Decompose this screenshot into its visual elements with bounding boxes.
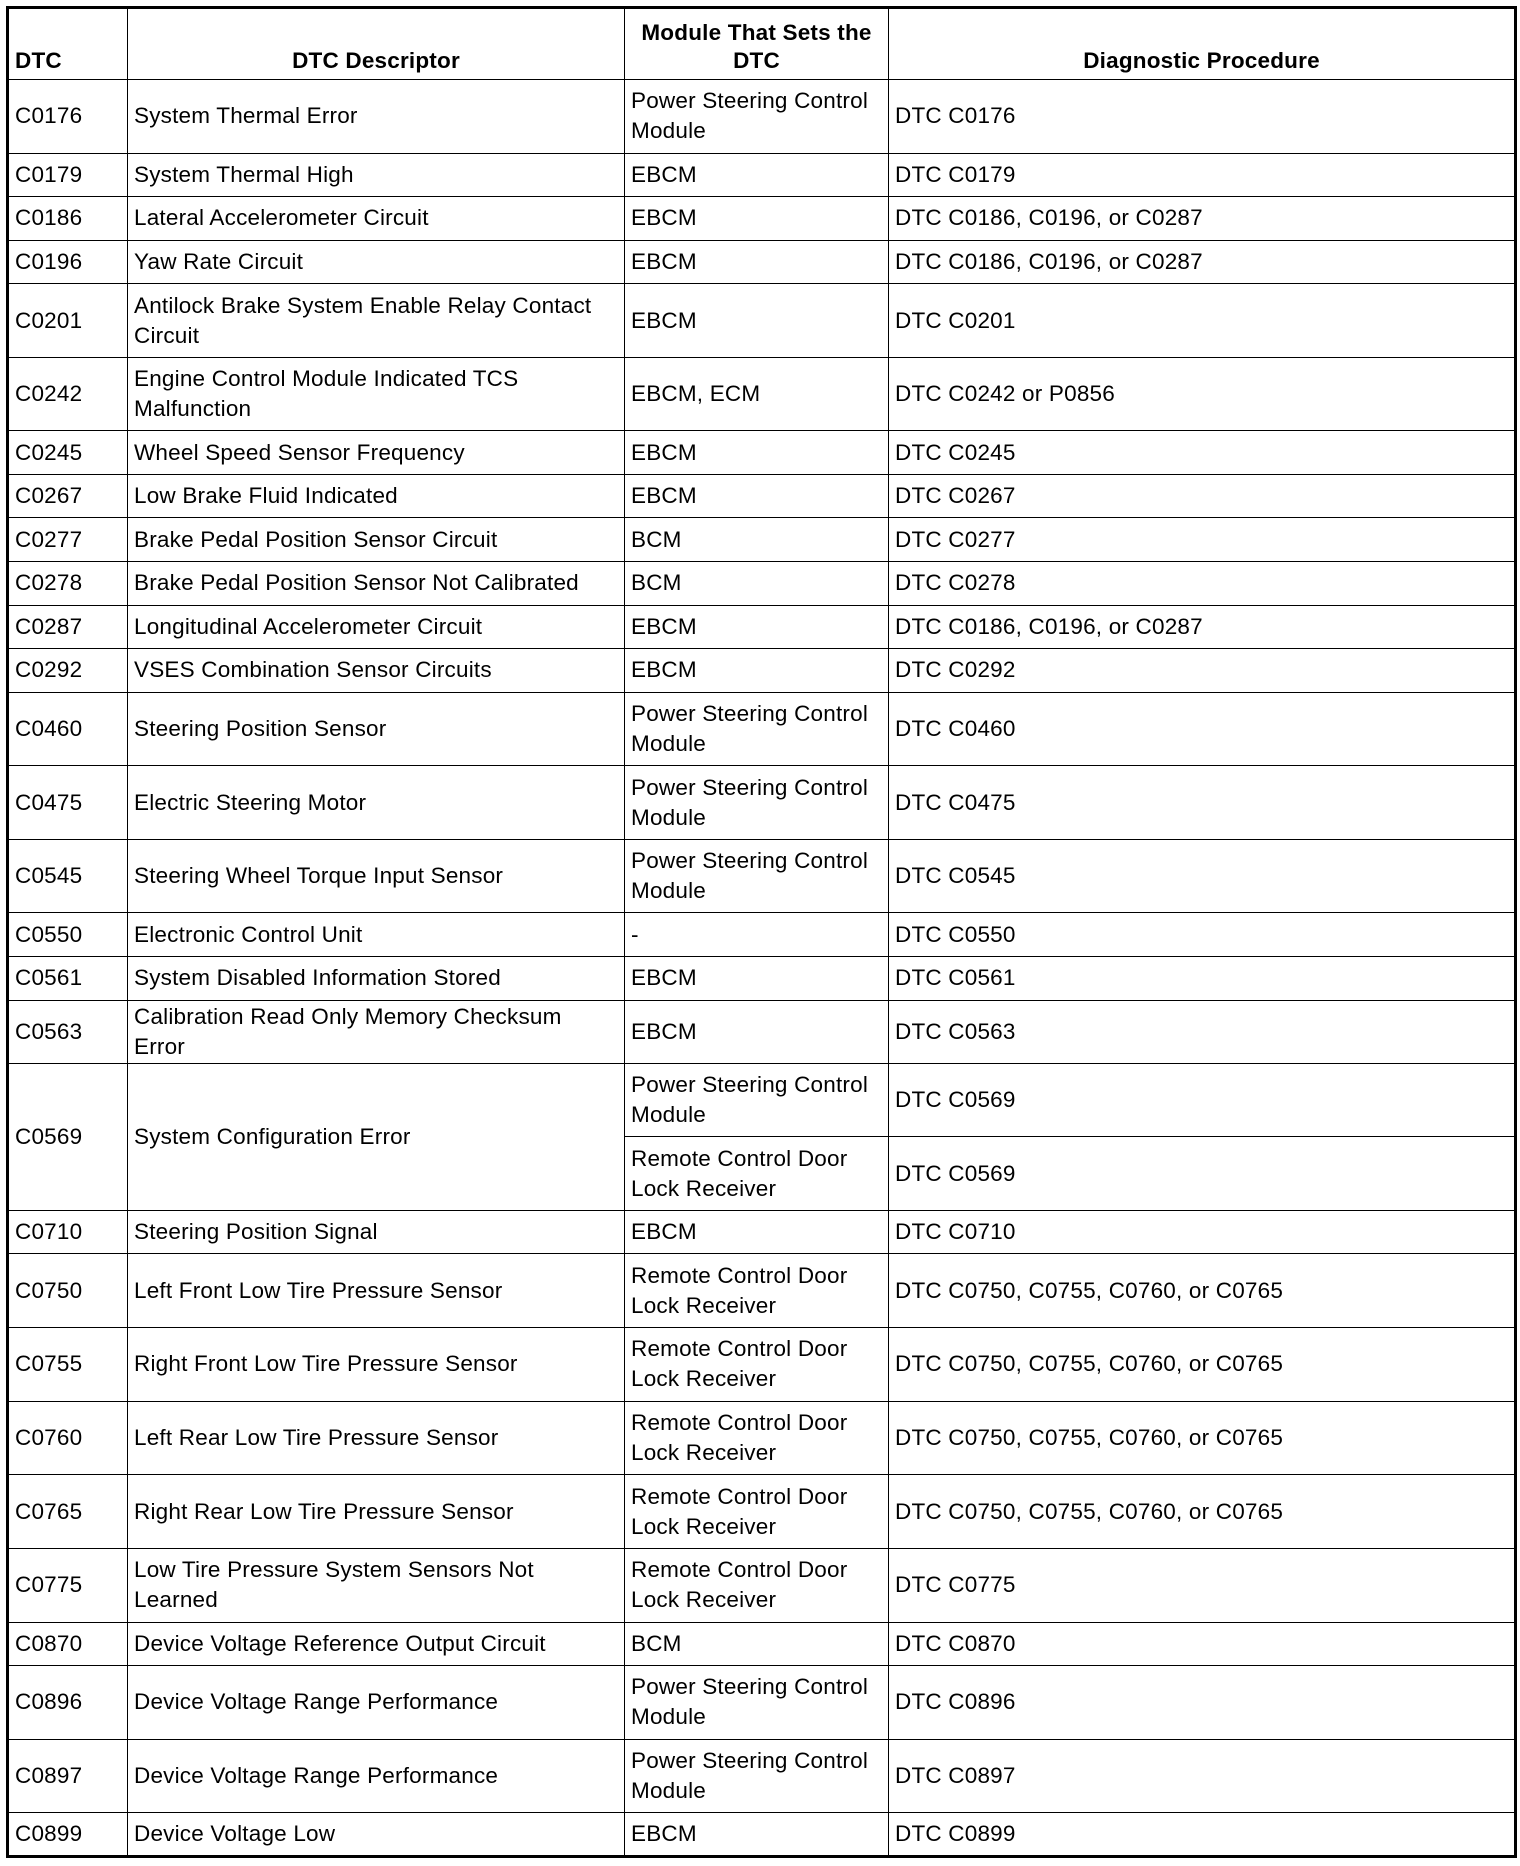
table-row [8,913,1516,957]
cell-procedure: DTC C0292 [889,649,1516,693]
cell-procedure: DTC C0710 [889,1210,1516,1254]
cell-module: Remote Control Door Lock Receiver [625,1328,889,1402]
dtc-table-sheet [6,6,1514,1858]
cell-procedure: DTC C0569 [889,1137,1516,1211]
table-row [8,1063,1516,1137]
table-header [8,8,1516,80]
table-row [8,1210,1516,1254]
cell-procedure: DTC C0569 [889,1063,1516,1137]
cell-descriptor: Wheel Speed Sensor Frequency [128,431,625,475]
table-row [8,1401,1516,1475]
header-module: Module That Sets the DTC [625,8,889,80]
cell-dtc: C0287 [8,605,128,649]
cell-procedure: DTC C0179 [889,153,1516,197]
cell-dtc: C0750 [8,1254,128,1328]
cell-module: EBCM [625,197,889,241]
cell-dtc: C0292 [8,649,128,693]
cell-dtc: C0278 [8,562,128,606]
cell-procedure: DTC C0267 [889,474,1516,518]
cell-procedure: DTC C0896 [889,1666,1516,1740]
cell-procedure: DTC C0245 [889,431,1516,475]
table-row [8,197,1516,241]
table-row [8,153,1516,197]
cell-descriptor: Left Rear Low Tire Pressure Sensor [128,1401,625,1475]
cell-module: EBCM [625,474,889,518]
cell-dtc: C0896 [8,1666,128,1740]
cell-descriptor: System Disabled Information Stored [128,956,625,1000]
cell-module: Power Steering Control Module [625,692,889,766]
cell-descriptor: Calibration Read Only Memory Checksum Error [128,1000,625,1063]
table-row [8,1622,1516,1666]
cell-procedure: DTC C0775 [889,1548,1516,1622]
cell-dtc: C0460 [8,692,128,766]
cell-procedure: DTC C0750, C0755, C0760, or C0765 [889,1475,1516,1549]
cell-dtc: C0563 [8,1000,128,1063]
cell-descriptor: Device Voltage Reference Output Circuit [128,1622,625,1666]
cell-module: Remote Control Door Lock Receiver [625,1548,889,1622]
table-row [8,284,1516,358]
cell-module: Remote Control Door Lock Receiver [625,1254,889,1328]
cell-descriptor: Right Rear Low Tire Pressure Sensor [128,1475,625,1549]
table-row [8,474,1516,518]
cell-dtc: C0179 [8,153,128,197]
cell-descriptor: Steering Position Sensor [128,692,625,766]
cell-module: EBCM [625,1813,889,1857]
cell-module: EBCM [625,605,889,649]
header-descriptor: DTC Descriptor [128,8,625,80]
cell-dtc: C0245 [8,431,128,475]
cell-descriptor: Right Front Low Tire Pressure Sensor [128,1328,625,1402]
cell-dtc: C0545 [8,839,128,913]
cell-dtc: C0755 [8,1328,128,1402]
cell-module: Power Steering Control Module [625,1063,889,1137]
cell-descriptor: VSES Combination Sensor Circuits [128,649,625,693]
cell-procedure: DTC C0899 [889,1813,1516,1857]
cell-module: Power Steering Control Module [625,1666,889,1740]
cell-descriptor: Device Voltage Range Performance [128,1666,625,1740]
cell-procedure: DTC C0277 [889,518,1516,562]
header-row [8,8,1516,80]
cell-module: Power Steering Control Module [625,80,889,154]
cell-module: EBCM [625,240,889,284]
cell-dtc: C0760 [8,1401,128,1475]
table-row [8,956,1516,1000]
cell-descriptor: Engine Control Module Indicated TCS Malfunction [128,357,625,431]
table-row [8,1666,1516,1740]
cell-descriptor: System Thermal High [128,153,625,197]
table-body [8,80,1516,1857]
cell-dtc: C0176 [8,80,128,154]
cell-module: EBCM, ECM [625,357,889,431]
table-row [8,649,1516,693]
cell-procedure: DTC C0897 [889,1739,1516,1813]
table-row [8,80,1516,154]
cell-module: BCM [625,518,889,562]
cell-descriptor: Antilock Brake System Enable Relay Contact Circuit [128,284,625,358]
cell-module: EBCM [625,431,889,475]
cell-dtc: C0561 [8,956,128,1000]
table-row [8,240,1516,284]
cell-procedure: DTC C0186, C0196, or C0287 [889,605,1516,649]
table-row [8,1475,1516,1549]
cell-descriptor: Low Tire Pressure System Sensors Not Learned [128,1548,625,1622]
table-row [8,839,1516,913]
cell-dtc: C0475 [8,766,128,840]
table-row [8,1813,1516,1857]
cell-descriptor: Brake Pedal Position Sensor Circuit [128,518,625,562]
cell-procedure: DTC C0176 [889,80,1516,154]
cell-procedure: DTC C0563 [889,1000,1516,1063]
cell-module: EBCM [625,956,889,1000]
cell-descriptor: Brake Pedal Position Sensor Not Calibrated [128,562,625,606]
cell-module: EBCM [625,1210,889,1254]
cell-dtc: C0550 [8,913,128,957]
header-procedure: Diagnostic Procedure [889,8,1516,80]
cell-dtc: C0186 [8,197,128,241]
dtc-table [6,6,1517,1858]
table-row [8,1739,1516,1813]
cell-module: BCM [625,562,889,606]
cell-descriptor: System Thermal Error [128,80,625,154]
cell-dtc: C0897 [8,1739,128,1813]
cell-dtc: C0710 [8,1210,128,1254]
cell-descriptor: Electric Steering Motor [128,766,625,840]
cell-dtc: C0870 [8,1622,128,1666]
cell-module: Remote Control Door Lock Receiver [625,1137,889,1211]
cell-dtc: C0277 [8,518,128,562]
cell-dtc: C0569 [8,1063,128,1210]
table-row [8,357,1516,431]
cell-module: EBCM [625,153,889,197]
cell-procedure: DTC C0561 [889,956,1516,1000]
cell-descriptor: Steering Wheel Torque Input Sensor [128,839,625,913]
cell-descriptor: Electronic Control Unit [128,913,625,957]
cell-dtc: C0899 [8,1813,128,1857]
cell-dtc: C0196 [8,240,128,284]
cell-descriptor: Lateral Accelerometer Circuit [128,197,625,241]
cell-module: - [625,913,889,957]
table-row [8,1328,1516,1402]
cell-descriptor: Device Voltage Range Performance [128,1739,625,1813]
table-row [8,766,1516,840]
table-row [8,518,1516,562]
cell-descriptor: Left Front Low Tire Pressure Sensor [128,1254,625,1328]
table-row [8,562,1516,606]
cell-procedure: DTC C0750, C0755, C0760, or C0765 [889,1401,1516,1475]
cell-procedure: DTC C0750, C0755, C0760, or C0765 [889,1254,1516,1328]
cell-module: Power Steering Control Module [625,766,889,840]
cell-module: Remote Control Door Lock Receiver [625,1401,889,1475]
cell-procedure: DTC C0186, C0196, or C0287 [889,197,1516,241]
cell-module: Power Steering Control Module [625,839,889,913]
table-row [8,1000,1516,1063]
cell-dtc: C0267 [8,474,128,518]
cell-procedure: DTC C0545 [889,839,1516,913]
cell-descriptor: Yaw Rate Circuit [128,240,625,284]
cell-descriptor: Longitudinal Accelerometer Circuit [128,605,625,649]
cell-module: Remote Control Door Lock Receiver [625,1475,889,1549]
cell-module: EBCM [625,1000,889,1063]
cell-descriptor: System Configuration Error [128,1063,625,1210]
table-row [8,692,1516,766]
cell-procedure: DTC C0550 [889,913,1516,957]
cell-descriptor: Steering Position Signal [128,1210,625,1254]
cell-procedure: DTC C0750, C0755, C0760, or C0765 [889,1328,1516,1402]
cell-descriptor: Low Brake Fluid Indicated [128,474,625,518]
cell-module: Power Steering Control Module [625,1739,889,1813]
cell-dtc: C0201 [8,284,128,358]
cell-descriptor: Device Voltage Low [128,1813,625,1857]
cell-module: EBCM [625,649,889,693]
cell-procedure: DTC C0201 [889,284,1516,358]
cell-procedure: DTC C0278 [889,562,1516,606]
cell-dtc: C0765 [8,1475,128,1549]
table-row [8,605,1516,649]
cell-dtc: C0775 [8,1548,128,1622]
cell-module: EBCM [625,284,889,358]
cell-dtc: C0242 [8,357,128,431]
cell-procedure: DTC C0870 [889,1622,1516,1666]
cell-procedure: DTC C0460 [889,692,1516,766]
cell-module: BCM [625,1622,889,1666]
table-row [8,1254,1516,1328]
cell-procedure: DTC C0475 [889,766,1516,840]
table-row [8,431,1516,475]
header-dtc: DTC [8,8,128,80]
cell-procedure: DTC C0186, C0196, or C0287 [889,240,1516,284]
cell-procedure: DTC C0242 or P0856 [889,357,1516,431]
table-row [8,1548,1516,1622]
